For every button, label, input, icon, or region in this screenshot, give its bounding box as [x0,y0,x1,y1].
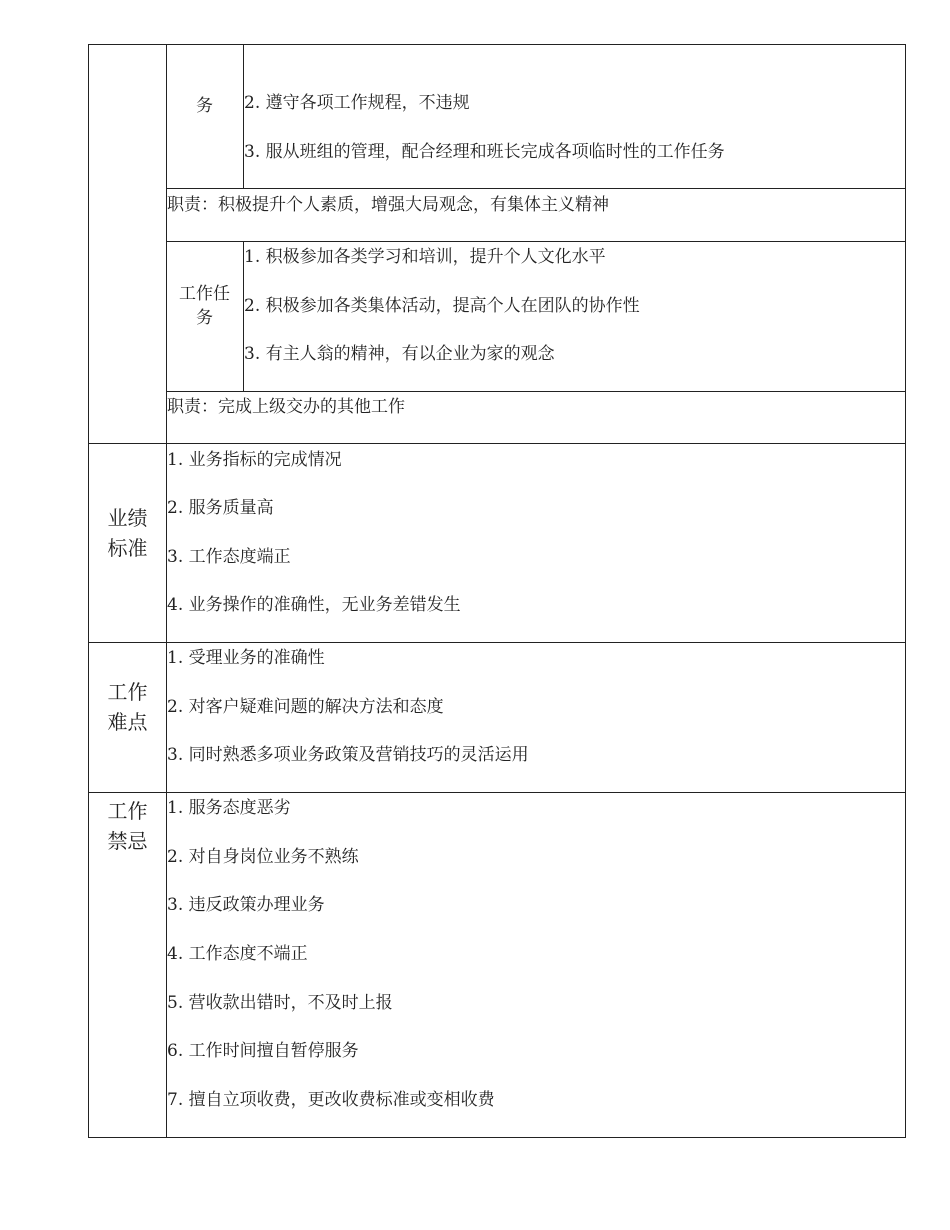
performance-item: 1. 业务指标的完成情况 [167,450,342,470]
taboo-item: 5. 营收款出错时，不及时上报 [167,993,393,1013]
taboo-item: 3. 违反政策办理业务 [167,895,325,915]
task-item: 3. 有主人翁的精神，有以企业为家的观念 [244,344,555,364]
table-right-border [905,44,906,1138]
task-label-divider-1 [243,44,244,189]
label-line: 难点 [107,710,148,734]
task-label-teamwork [166,282,243,330]
table-top-border [88,44,906,45]
performance-item: 4. 业务操作的准确性，无业务差错发生 [167,595,461,615]
taboo-item: 4. 工作态度不端正 [167,944,308,964]
taboos-label [89,796,166,856]
row-line [166,188,906,189]
row-line [88,642,906,643]
row-line [88,792,906,793]
taboo-item: 6. 工作时间擅自暂停服务 [167,1041,359,1061]
performance-item: 3. 工作态度端正 [167,547,291,567]
row-line [166,241,906,242]
taboo-item: 7. 擅自立项收费，更改收费标准或变相收费 [167,1090,495,1110]
table-left-border [88,44,89,1138]
label-line: 禁忌 [107,829,148,853]
label-line: 标准 [107,536,148,560]
difficulty-item: 3. 同时熟悉多项业务政策及营销技巧的灵活运用 [167,745,529,765]
difficulty-item: 2. 对客户疑难问题的解决方法和态度 [167,697,444,717]
task-item: 2. 遵守各项工作规程，不违规 [244,93,470,113]
difficulties-label [89,677,166,737]
difficulty-item: 1. 受理业务的准确性 [167,648,325,668]
performance-label [89,503,166,563]
task-item: 2. 积极参加各类集体活动，提高个人在团队的协作性 [244,296,640,316]
task-item: 1. 积极参加各类学习和培训，提升个人文化水平 [244,247,606,267]
row-line [88,443,906,444]
task-label-continued: 务 [196,96,213,116]
duty-text: 职责：完成上级交办的其他工作 [167,397,405,417]
duty-text: 职责：积极提升个人素质，增强大局观念，有集体主义精神 [167,195,609,215]
task-label-line: 工作任 [179,284,230,304]
label-line: 业绩 [107,506,148,530]
label-line: 工作 [107,799,148,823]
task-label-line: 务 [196,308,213,328]
taboo-item: 1. 服务态度恶劣 [167,798,291,818]
task-item: 3. 服从班组的管理，配合经理和班长完成各项临时性的工作任务 [244,142,725,162]
taboo-item: 2. 对自身岗位业务不熟练 [167,847,359,867]
table-bottom-border [88,1137,906,1138]
row-line [166,391,906,392]
label-line: 工作 [107,680,148,704]
performance-item: 2. 服务质量高 [167,498,274,518]
